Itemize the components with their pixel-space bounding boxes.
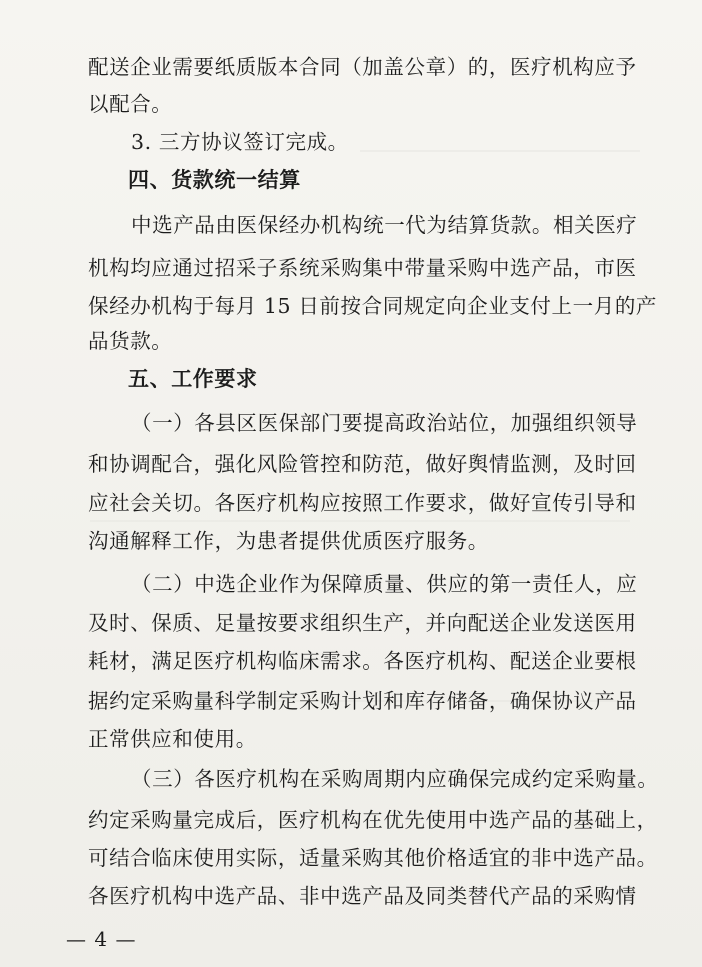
body-line: 沟通解释工作，为患者提供优质医疗服务。 — [88, 529, 489, 553]
page-number: — 4 — — [66, 927, 137, 951]
body-line: （二）中选企业作为保障质量、供应的第一责任人，应 — [131, 572, 638, 596]
body-line: 各医疗机构中选产品、非中选产品及同类替代产品的采购情 — [88, 884, 637, 908]
body-line: 约定采购量完成后，医疗机构在优先使用中选产品的基础上， — [88, 808, 658, 832]
body-line: 保经办机构于每月 15 日前按合同规定向企业支付上一月的产 — [88, 294, 658, 318]
body-line: 3. 三方协议签订完成。 — [131, 130, 349, 154]
body-line: 及时、保质、足量按要求组织生产，并向配送企业发送医用 — [88, 611, 637, 635]
body-line: 机构均应通过招采子系统采购集中带量采购中选产品，市医 — [88, 256, 637, 280]
body-line: 正常供应和使用。 — [88, 727, 257, 751]
bleed-through-shadow — [90, 520, 630, 522]
body-line: 配送企业需要纸质版本合同（加盖公章）的，医疗机构应予 — [88, 55, 637, 79]
body-line: 据约定采购量科学制定采购计划和库存储备，确保协议产品 — [88, 689, 637, 713]
body-line: 可结合临床使用实际，适量采购其他价格适宜的非中选产品。 — [88, 846, 658, 870]
body-line: （三）各医疗机构在采购周期内应确保完成约定采购量。 — [131, 767, 659, 791]
body-line: 应社会关切。各医疗机构应按照工作要求，做好宣传引导和 — [88, 491, 637, 515]
section-heading-payment: 四、货款统一结算 — [128, 168, 301, 192]
body-line: （一）各县区医保部门要提高政治站位，加强组织领导 — [131, 411, 638, 435]
body-line: 以配合。 — [88, 92, 173, 116]
body-line: 耗材，满足医疗机构临床需求。各医疗机构、配送企业要根 — [88, 649, 637, 673]
section-heading-requirements: 五、工作要求 — [128, 367, 258, 391]
body-line: 和协调配合，强化风险管控和防范，做好舆情监测，及时回 — [88, 452, 637, 476]
body-line: 品货款。 — [88, 329, 173, 353]
body-line: 中选产品由医保经办机构统一代为结算货款。相关医疗 — [131, 213, 638, 237]
bleed-through-shadow — [360, 150, 640, 152]
